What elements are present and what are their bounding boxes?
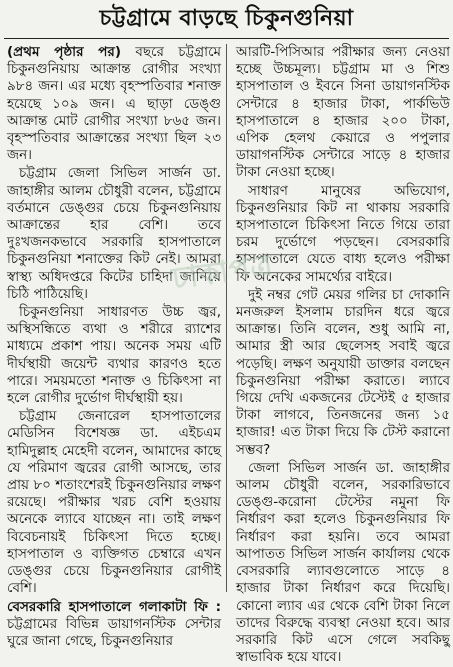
article-paragraph: [7, 599, 221, 651]
headline-box: [0, 0, 453, 40]
article-paragraph: সাধারণ মানুষের অভিযোগ, চিকুনগুনিয়ার কিট না থাকায় সরকারি হাসপাতালে চিকিৎসা নিতে গিয়ে তারা চরম দুর্ভোগে পড়ছেন। বেসরকারি হাসপাতালে যেতে বাধ্য হলেও পরীক্ষা ফি অনেকের সামর্থ্যের বাইরে।: [236, 182, 450, 285]
article-paragraph: চিকুনগুনিয়া সাধারণত উচ্চ জ্বর, অস্থিসন্ধিতে ব্যথা ও শরীরে র‍্যাশের মাধ্যমে প্রকাশ পায়। অনেক সময় এটি দীর্ঘস্থায়ী জয়েন্ট ব্যথার কারণও হতে পারে। সময়মতো শনাক্ত ও চিকিৎসা না হলে রোগীর দুর্ভোগ দীর্ঘস্থায়ী হয়।: [7, 304, 221, 407]
article-paragraph: চট্টগ্রাম জেনারেল হাসপাতালের মেডিসিন বিশেষজ্ঞ ডা. এইচএম হামিদুল্লাহ মেহেদী বলেন, আমাদের কাছে যে পরিমাণ জ্বরের রোগী আসছে, তার প্রায় ৮০ শতাংশেরই চিকুনগুনিয়ার লক্ষণ রয়েছে। পরীক্ষার খরচ বেশি হওয়ায় অনেকে ল্যাবে যাচ্ছেন না। তাই লক্ষণ বিবেচনায়ই চিকিৎসা দিতে হচ্ছে। হাসপাতাল ও ব্যক্তিগত চেম্বারে এখন ডেঙ্গুর চেয়ে চিকুনগুনিয়ার রোগীই বেশি।: [7, 408, 221, 597]
subheading: বেসরকারি হাসপাতালে গলাকাটা ফি :: [7, 598, 221, 615]
headline: চট্টগ্রামে বাড়ছে চিকুনগুনিয়া: [99, 6, 354, 31]
article-paragraph: [7, 44, 221, 164]
paragraph-text: বছরে চট্টগ্রামে চিকুনগুনিয়ায় আক্রান্ত রোগীর সংখ্যা ৯৮৪ জন। এর মধ্যে বৃহস্পতিবার শনাক্ত হয়েছে ১০৯ জন। এ ছাড়া ডেঙ্গু আক্রান্ত মোট রোগীর সংখ্যা ৮৬৫ জন। বৃহস্পতিবার আক্রান্তের সংখ্যা ছিল ২৩ জন।: [7, 44, 221, 164]
right-column: [236, 44, 450, 667]
article-paragraph: আরটি-পিসিআর পরীক্ষার জন্য নেওয়া হচ্ছে উচ্চমূল্য। চট্টগ্রাম মা ও শিশু হাসপাতাল ও ইবনে সিনা ডায়াগনস্টিক সেন্টারে ৪ হাজার টাকা, পার্কভিউ হাসপাতালে ৪ হাজার ২০০ টাকা, এপিক হেলথ কেয়ারে ও পপুলার ডায়াগনস্টিক সেন্টারে সাড়ে ৪ হাজার টাকা নেওয়া হচ্ছে।: [236, 44, 450, 181]
headline-rule: [4, 38, 449, 39]
column-divider: [226, 44, 227, 592]
article-paragraph: চট্টগ্রাম জেলা সিভিল সার্জন ডা. জাহাঙ্গীর আলম চৌধুরী বলেন, চট্টগ্রামে বর্তমানে ডেঙ্গুর চেয়ে চিকুনগুনিয়ায় আক্রান্তের হার বেশি। তবে দুঃখজনকভাবে সরকারি হাসপাতালে চিকুনগুনিয়া শনাক্তের কিট নেই। আমরা স্বাস্থ্য অধিদপ্তরে কিটের চাহিদা জানিয়ে চিঠি পাঠিয়েছি।: [7, 165, 221, 302]
watermark: ঢাকাপত্র: [169, 248, 276, 297]
article-paragraph: জেলা সিভিল সার্জন ডা. জাহাঙ্গীর আলম চৌধুরী বলেন, সরকারিভাবে ডেঙ্গু-করোনা টেস্টের নমুনা ফি নির্ধারণ করা হলেও চিকুনগুনিয়ার ফি নির্ধারণ করা হয়নি। তবে আমরা আপাতত সিভিল সার্জন কার্যালয় থেকে বেসরকারি ল্যাবগুলোতে সাড়ে ৪ হাজার টাকা নির্ধারণ করে দিয়েছি। কোনো ল্যাব এর থেকে বেশি টাকা নিলে তাদের বিরুদ্ধে ব্যবস্থা নেওয়া হবে। আর সরকারি কিট এসে গেলে সবকিছু স্বাভাবিক হয়ে যাবে।: [236, 459, 450, 666]
article-paragraph: দুই নম্বর গেট মেয়র গলির চা দোকানি মনজরুল ইসলাম চারদিন ধরে জ্বরে আক্রান্ত। তিনি বলেন, শুধু আমি না, আমার স্ত্রী আর ছেলেসহ সবাই জ্বরে পড়েছি। লক্ষণ অনুযায়ী ডাক্তার বলছেন চিকুনগুনিয়া পরীক্ষা করাতে। ল্যাবে গিয়ে দেখি একজনের টেস্টেই ৫ হাজার টাকা লাগবে, তিনজনের জন্য ১৫ হাজার! এত টাকা দিয়ে কি টেস্ট করানো সম্ভব?: [236, 286, 450, 458]
continuation-lead: (প্রথম পৃষ্ঠার পর): [7, 44, 122, 60]
left-column: [7, 44, 221, 651]
paragraph-text: চট্টগ্রামের বিভিন্ন ডায়াগনস্টিক সেন্টার ঘুরে জানা গেছে, চিকুনগুনিয়ার: [7, 615, 221, 649]
